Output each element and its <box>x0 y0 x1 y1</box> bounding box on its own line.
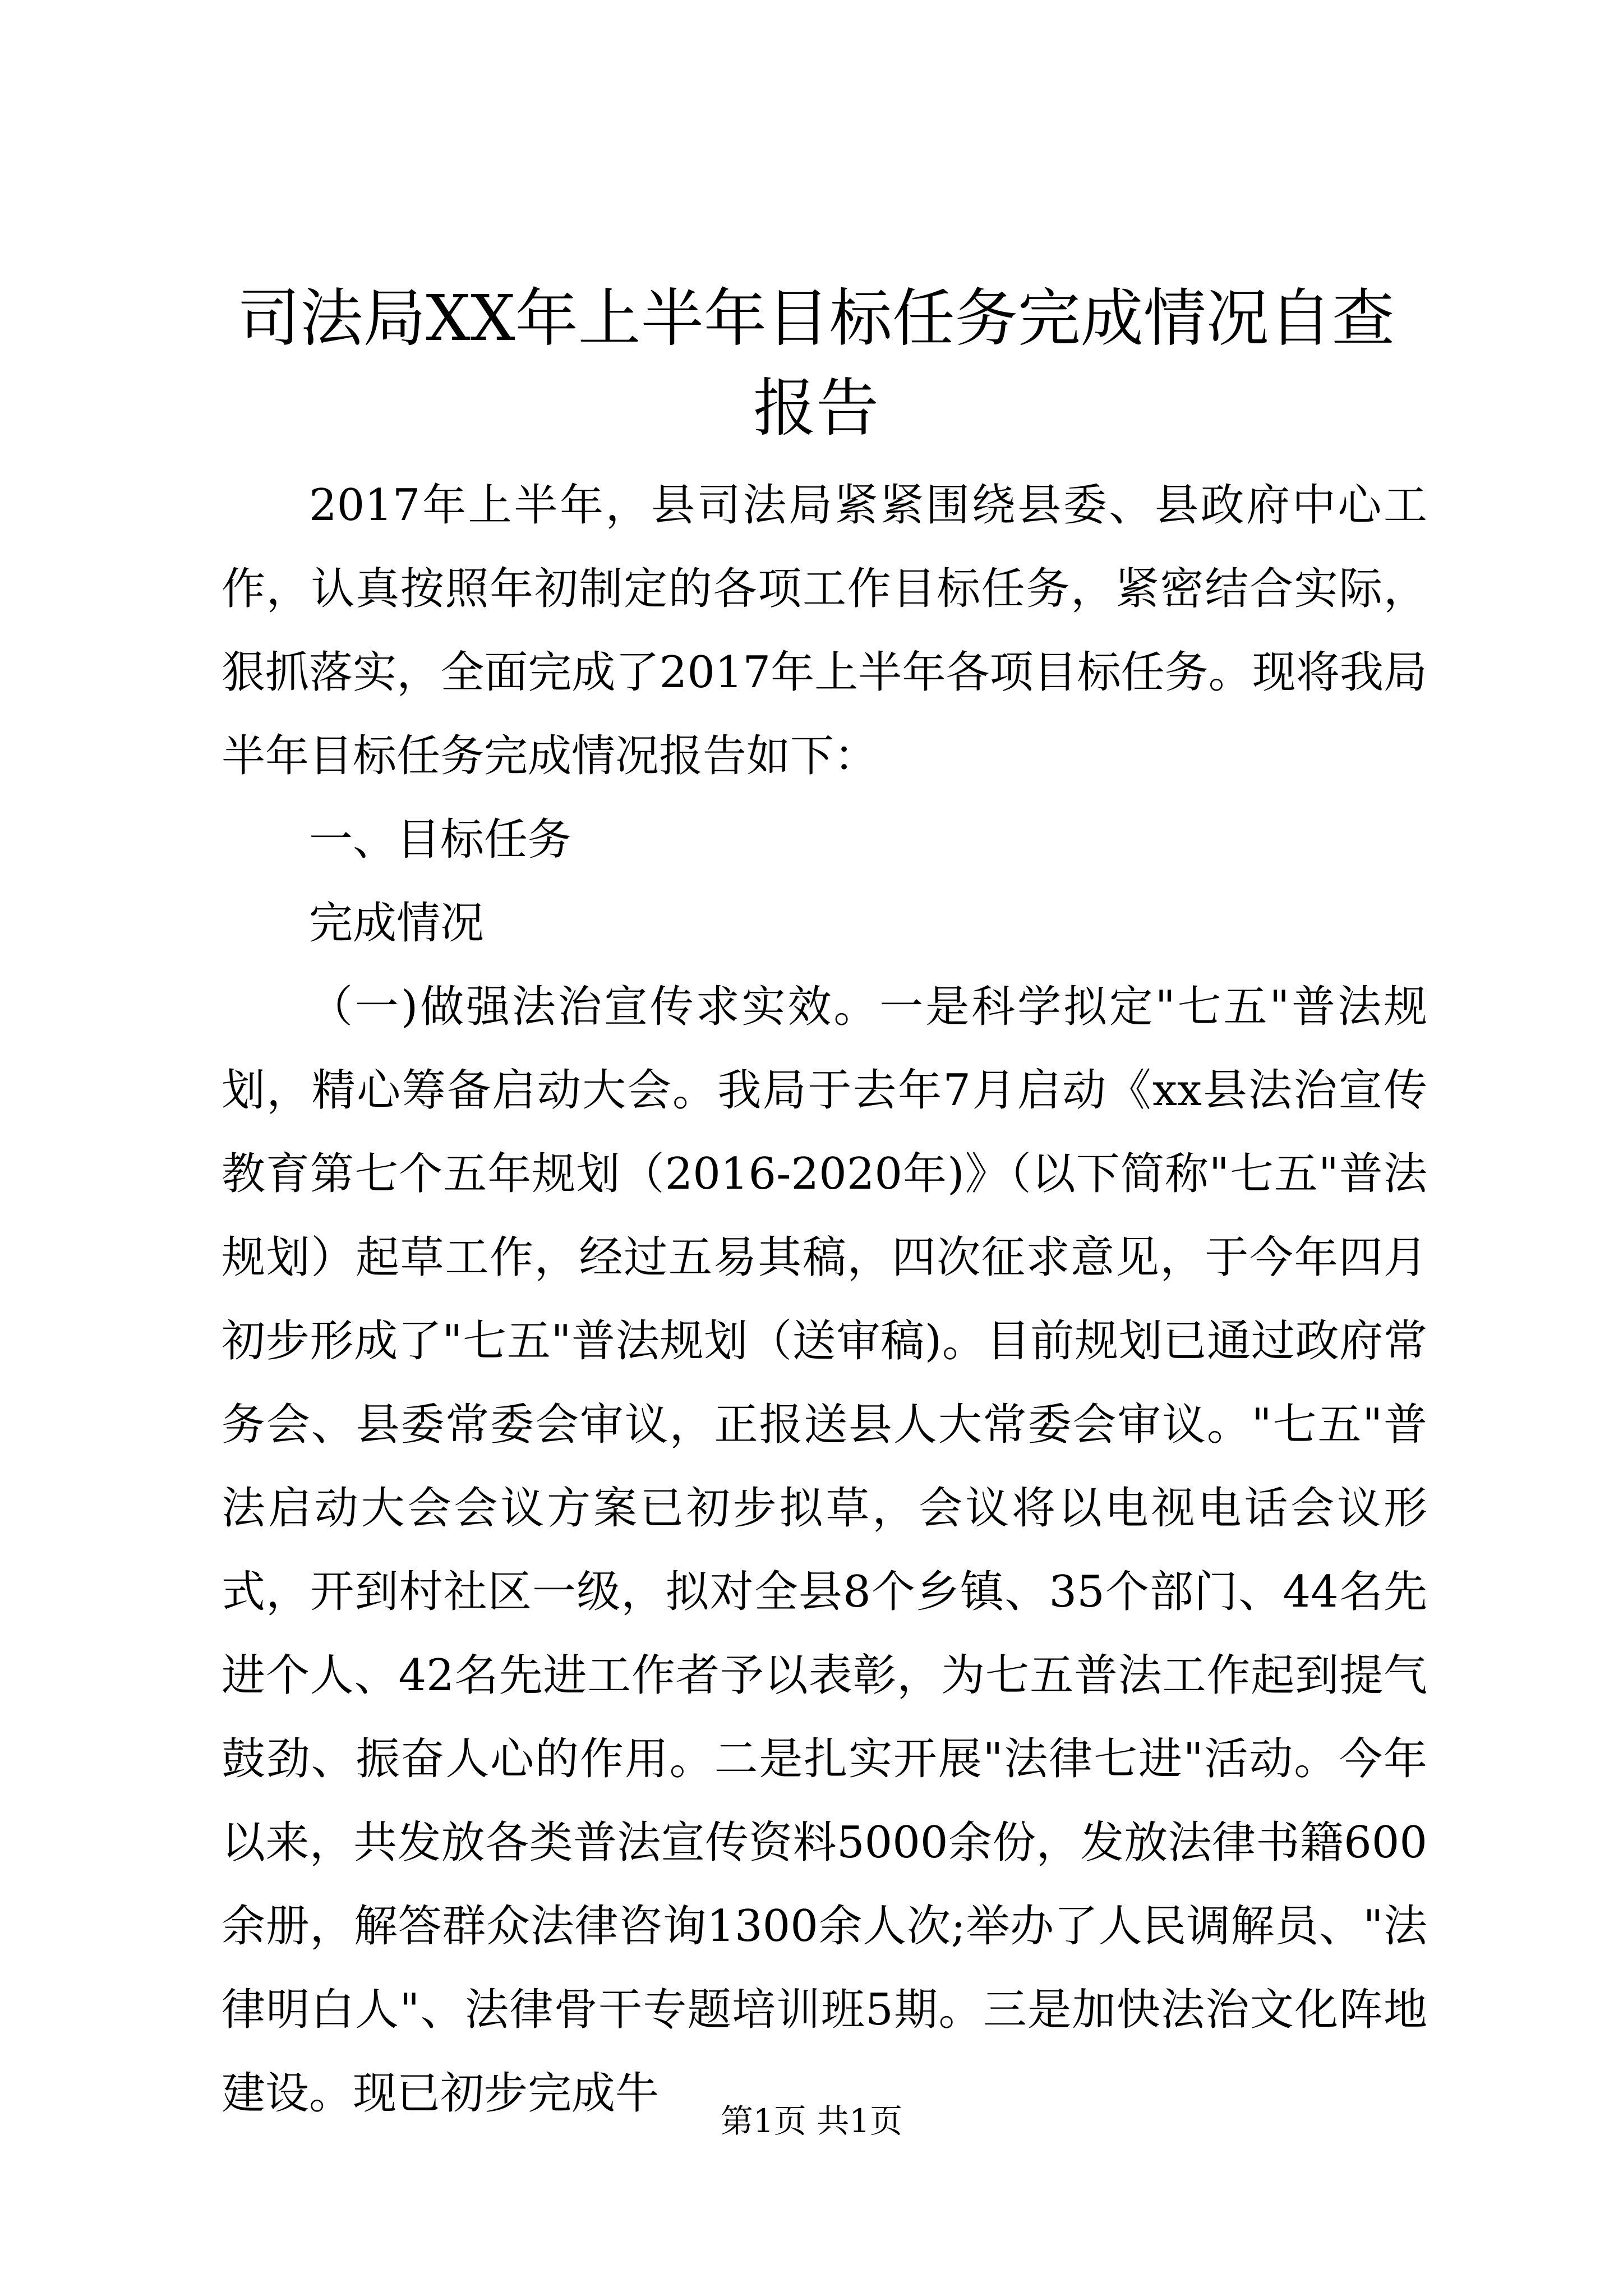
page-footer: 第1页 共1页 <box>720 2102 903 2140</box>
document-body <box>222 464 1427 2136</box>
item-paragraph-legal-publicity: （一)做强法治宣传求实效。一是科学拟定"七五"普法规划，精心筹备启动大会。我局于去年7月启动《xx县法治宣传教育第七个五年规划（2016-2020年)》（以下简称"七五"普法规划）起草工作，经过五易其稿，四次征求意见，于今年四月初步形成了"七五"普法规划（送审稿)。目前规划已通过政府常务会、县委常委会审议，正报送县人大常委会审议。"七五"普法启动大会会议方案已初步拟草，会议将以电视电话会议形式，开到村社区一级，拟对全县8个乡镇、35个部门、44名先进个人、42名先进工作者予以表彰，为七五普法工作起到提气鼓劲、振奋人心的作用。二是扎实开展"法律七进"活动。今年以来，共发放各类普法宣传资料5000余份，发放法律书籍600余册，解答群众法律咨询1300余人次;举办了人民调解员、"法律明白人"、法律骨干专题培训班5期。三是加快法治文化阵地建设。现已初步完成牛 <box>222 982 1427 2119</box>
document-title: 司法局XX年上半年目标任务完成情况自查报告 <box>237 282 1395 445</box>
intro-paragraph: 2017年上半年，县司法局紧紧围绕县委、县政府中心工作，认真按照年初制定的各项工作目标任务，紧密结合实际，狠抓落实，全面完成了2017年上半年各项目标任务。现将我局半年目标任务完成情况报告如下： <box>222 480 1427 781</box>
section-heading-completion: 完成情况 <box>309 898 485 949</box>
section-heading-targets: 一、目标任务 <box>309 815 572 865</box>
